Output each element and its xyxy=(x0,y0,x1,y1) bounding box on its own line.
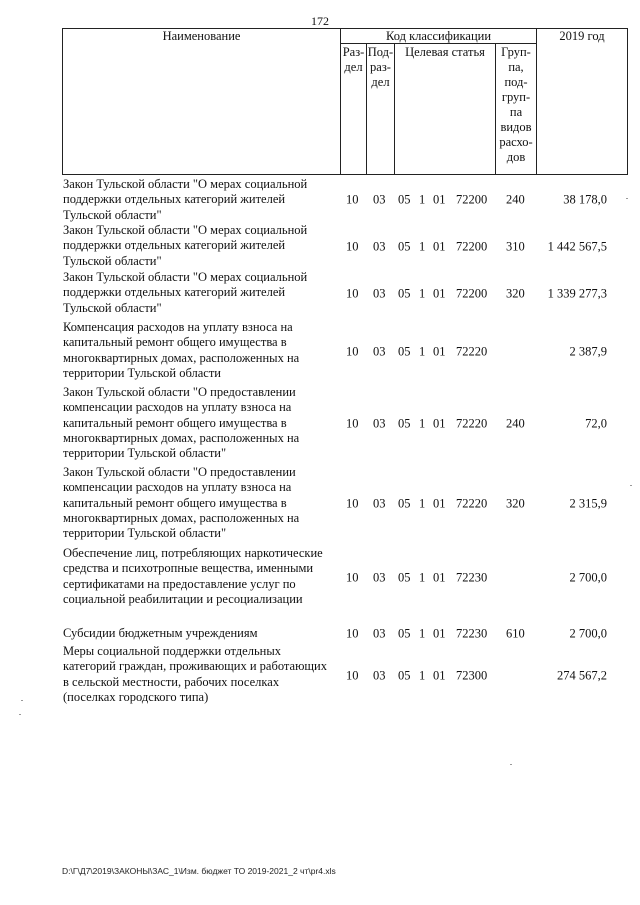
row-expense-group: 310 xyxy=(506,238,525,253)
row-direction: 72220 xyxy=(456,344,488,359)
row-subprogram: 1 xyxy=(419,344,426,359)
row-program: 05 xyxy=(398,496,411,511)
row-section: 10 xyxy=(346,238,359,253)
scan-speck xyxy=(626,198,628,199)
row-name: Закон Тульской области "О мерах социальной поддержки отдельных категорий жителей Тульской области" xyxy=(63,223,308,268)
row-name: Субсидии бюджетным учреждениям xyxy=(63,626,258,640)
header-target: Целевая статья xyxy=(405,45,485,59)
row-name: Закон Тульской области "О предоставлении компенсации расходов на уплату взноса на капитальный ремонт общего имущества в многоквартирных домах, расположенных на территории Тульской области" xyxy=(63,465,300,541)
row-name: Компенсация расходов на уплату взноса на капитальный ремонт общего имущества в многоквартирных домах, расположенных на территории Тульской области xyxy=(63,320,300,380)
row-amount: 72,0 xyxy=(585,416,607,431)
row-name: Закон Тульской области "О предоставлении компенсации расходов на уплату взноса на капитальный ремонт общего имущества в многоквартирных домах, расположенных на территории Тульской области" xyxy=(63,385,300,461)
row-main-event: 01 xyxy=(433,286,446,301)
row-subprogram: 1 xyxy=(419,668,426,683)
header-section: Раз- дел xyxy=(342,45,365,74)
row-expense-group: 240 xyxy=(506,192,525,207)
table-header xyxy=(0,28,640,175)
row-section: 10 xyxy=(346,192,359,207)
row-direction: 72200 xyxy=(456,192,488,207)
row-direction: 72200 xyxy=(456,238,488,253)
row-direction: 72300 xyxy=(456,668,488,683)
table-row xyxy=(0,177,640,223)
row-direction: 72230 xyxy=(456,570,488,585)
row-subprogram: 1 xyxy=(419,570,426,585)
header-right-border xyxy=(627,28,628,175)
row-program: 05 xyxy=(398,416,411,431)
scan-speck xyxy=(19,714,21,715)
row-section: 10 xyxy=(346,570,359,585)
header-left-border xyxy=(62,28,63,175)
row-subsection: 03 xyxy=(373,344,386,359)
header-code: Код классификации xyxy=(385,29,492,43)
row-program: 05 xyxy=(398,570,411,585)
row-subsection: 03 xyxy=(373,416,386,431)
row-subprogram: 1 xyxy=(419,238,426,253)
row-program: 05 xyxy=(398,286,411,301)
header-divider-subsection xyxy=(394,43,395,175)
row-direction: 72200 xyxy=(456,286,488,301)
row-subsection: 03 xyxy=(373,626,386,641)
header-group: Груп- па, под- груп- па видов расхо- дов xyxy=(499,45,533,164)
row-subsection: 03 xyxy=(373,496,386,511)
row-section: 10 xyxy=(346,668,359,683)
row-subsection: 03 xyxy=(373,286,386,301)
row-section: 10 xyxy=(346,626,359,641)
row-name: Закон Тульской области "О мерах социальной поддержки отдельных категорий жителей Тульской области" xyxy=(63,177,308,222)
row-expense-group: 320 xyxy=(506,286,525,301)
row-section: 10 xyxy=(346,344,359,359)
header-name: Наименование xyxy=(162,29,241,43)
row-main-event: 01 xyxy=(433,626,446,641)
row-name: Обеспечение лиц, потребляющих наркотические средства и психотропные вещества, именными сертификатами на предоставление услуг по социальной реабилитации и ресоциализации xyxy=(63,546,323,606)
row-amount: 2 387,9 xyxy=(569,344,607,359)
row-program: 05 xyxy=(398,344,411,359)
page-number: 172 xyxy=(311,14,329,28)
row-amount: 2 315,9 xyxy=(569,496,607,511)
row-amount: 274 567,2 xyxy=(557,668,607,683)
row-expense-group: 320 xyxy=(506,496,525,511)
row-subsection: 03 xyxy=(373,570,386,585)
row-direction: 72230 xyxy=(456,626,488,641)
row-program: 05 xyxy=(398,238,411,253)
row-main-event: 01 xyxy=(433,192,446,207)
table-row xyxy=(0,385,640,463)
header-bottom-border xyxy=(62,174,628,175)
row-program: 05 xyxy=(398,668,411,683)
file-path-footer: D:\Г\Д7\2019\ЗАКОНЫ\ЗАС_1\Изм. бюджет ТО 2019-2021_2 чт\pr4.xls xyxy=(62,866,336,876)
row-direction: 72220 xyxy=(456,496,488,511)
row-subprogram: 1 xyxy=(419,496,426,511)
table-row xyxy=(0,223,640,270)
row-expense-group: 240 xyxy=(506,416,525,431)
header-year: 2019 год xyxy=(559,29,605,43)
scan-speck xyxy=(510,764,512,765)
row-section: 10 xyxy=(346,286,359,301)
header-subsection: Под- раз- дел xyxy=(367,45,394,89)
row-main-event: 01 xyxy=(433,416,446,431)
row-subprogram: 1 xyxy=(419,192,426,207)
row-subsection: 03 xyxy=(373,238,386,253)
row-main-event: 01 xyxy=(433,570,446,585)
row-program: 05 xyxy=(398,626,411,641)
table-row xyxy=(0,546,640,610)
row-amount: 2 700,0 xyxy=(569,626,607,641)
table-row xyxy=(0,465,640,543)
row-direction: 72220 xyxy=(456,416,488,431)
row-main-event: 01 xyxy=(433,668,446,683)
scan-speck xyxy=(630,485,632,486)
row-amount: 1 339 277,3 xyxy=(547,286,607,301)
row-subsection: 03 xyxy=(373,192,386,207)
row-main-event: 01 xyxy=(433,496,446,511)
table-row xyxy=(0,644,640,708)
row-amount: 38 178,0 xyxy=(563,192,607,207)
row-subprogram: 1 xyxy=(419,416,426,431)
table-row xyxy=(0,320,640,384)
row-section: 10 xyxy=(346,496,359,511)
row-section: 10 xyxy=(346,416,359,431)
row-expense-group: 610 xyxy=(506,626,525,641)
row-subprogram: 1 xyxy=(419,286,426,301)
row-main-event: 01 xyxy=(433,344,446,359)
scan-speck xyxy=(21,700,23,701)
table-row xyxy=(0,270,640,318)
row-subprogram: 1 xyxy=(419,626,426,641)
table-row xyxy=(0,626,640,642)
row-name: Закон Тульской области "О мерах социальной поддержки отдельных категорий жителей Тульской области" xyxy=(63,270,308,315)
row-amount: 2 700,0 xyxy=(569,570,607,585)
row-program: 05 xyxy=(398,192,411,207)
header-divider-year xyxy=(536,28,537,175)
row-subsection: 03 xyxy=(373,668,386,683)
row-main-event: 01 xyxy=(433,238,446,253)
row-name: Меры социальной поддержки отдельных категорий граждан, проживающих и работающих в сельской местности, рабочих поселках (поселках городского типа) xyxy=(63,644,327,704)
row-amount: 1 442 567,5 xyxy=(547,238,607,253)
